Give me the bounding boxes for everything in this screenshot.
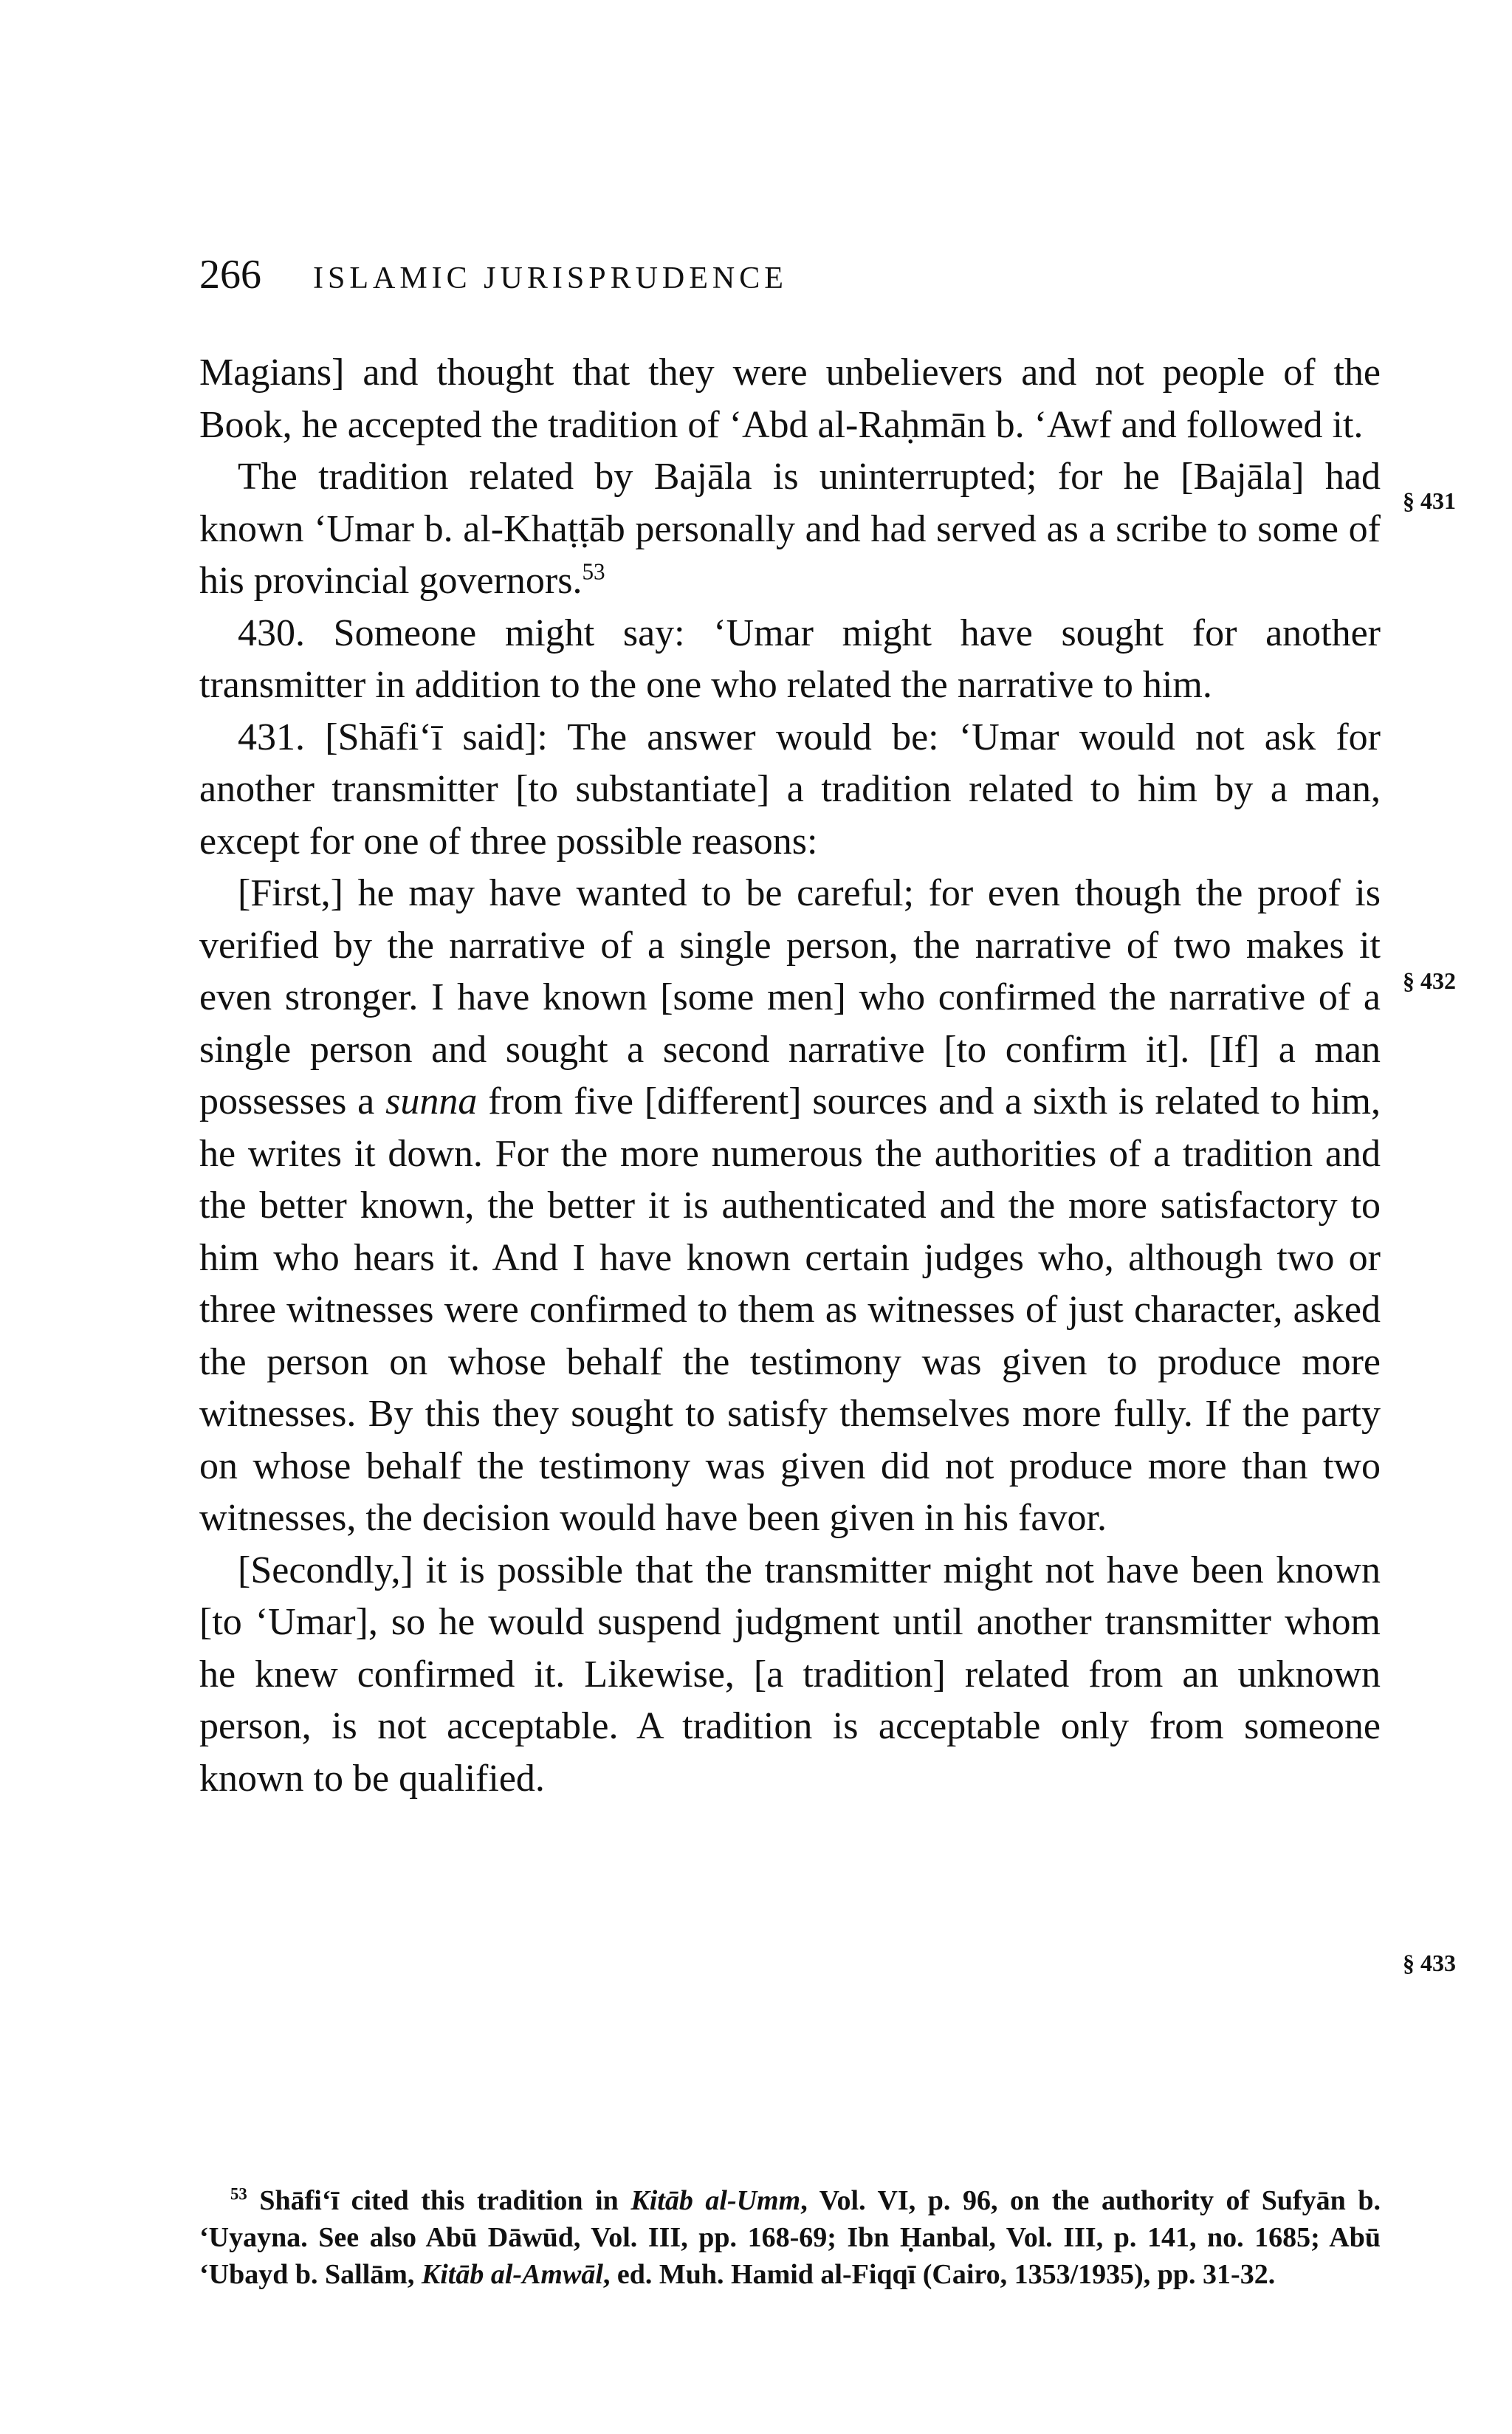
footnote-title-amwal: Kitāb al-Amwāl [421, 2259, 603, 2290]
paragraph-continued: Magians] and thought that they were unbelievers and not people of the Book, he accepted the tradition of ‘Abd al-Raḥmān b. ‘Awf and followed it. [199, 352, 1381, 446]
margin-ref-433: § 433 [1403, 1950, 1456, 1976]
main-text [199, 347, 1381, 1805]
running-head: ISLAMIC JURISPRUDENCE [313, 261, 788, 295]
paragraph-430: 430. Someone might say: ‘Umar might have sought for another transmitter in addition to the one who related the narrative to him. [199, 611, 1381, 706]
page-header [199, 251, 1381, 310]
term-sunna: sunna [385, 1080, 478, 1122]
margin-references [1403, 0, 1491, 2434]
footnote: $^{53}$ Shāfi‘ī cited this tradition in Kitāb al-Umm, Vol. VI, p. 96, on the authority of Sufyān b. ‘Uyayna. See also Abū Dāwūd, Vol. III, pp. 168-69; Ibn Ḥanbal, Vol. III, p. 141, no. 1685; Abū ‘Ubayd b. Sallām, Kitāb al-Amwāl, ed. Muh. Hamid al-Fiqqī (Cairo, 1353/1935), pp. 31-32. [199, 2184, 1381, 2290]
page-number: 266 [199, 252, 261, 298]
footnote-marker: 53 [582, 558, 605, 585]
margin-ref-431: § 431 [1403, 487, 1456, 514]
paragraph-first-reason: [First,] he may have wanted to be careful; for even though the proof is verified by the narrative of a single person, the narrative of two makes it even stronger. I have known [some men] who confirmed the narrative of a single person and sought a second narrative [to confirm it]. [If] a man possesses a sunna from five [different] sources and a sixth is related to him, he writes it down. For the more numerous the authorities of a tradition and the better known, the better it is authenticated and the more satisfactory to him who hears it. And I have known certain judges who, although two or three witnesses were confirmed to them as witnesses of just character, asked the person on whose behalf the testimony was given to produce more witnesses. By this they sought to satisfy themselves more fully. If the party on whose behalf the testimony was given did not produce more than two witnesses, the decision would have been given in his favor. [199, 872, 1381, 1539]
footnote-number: 53 [230, 2184, 247, 2204]
paragraph-second-reason: [Secondly,] it is possible that the transmitter might not have been known [to ‘Umar], so he would suspend judgment until another transmitter whom he knew confirmed it. Likewise, [a tradition] related from an unknown person, is not acceptable. A tradition is acceptable only from someone known to be qualified. [199, 1549, 1381, 1800]
footnote-title-umm: Kitāb al-Umm [630, 2185, 801, 2216]
paragraph-431: 431. [Shāfi‘ī said]: The answer would be: ‘Umar would not ask for another transmitter [to substantiate] a tradition related to him by a man, except for one of three possible reasons: [199, 716, 1381, 863]
paragraph-bajala: The tradition related by Bajāla is uninterrupted; for he [Bajāla] had known ‘Umar b. al-Khaṭṭāb personally and had served as a scribe to some of his provincial governors.$^{53}$ [199, 456, 1381, 602]
margin-ref-432: § 432 [1403, 967, 1456, 994]
